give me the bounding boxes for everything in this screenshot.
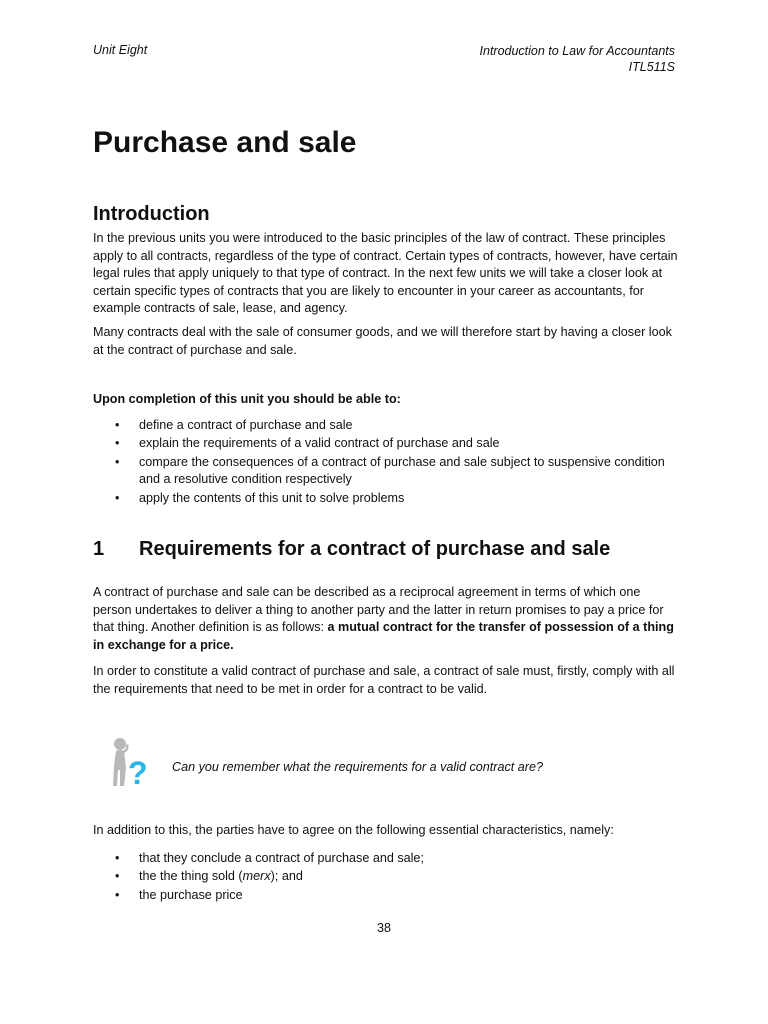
reflection-question: Can you remember what the requirements for a valid contract are?: [172, 760, 543, 774]
intro-heading: Introduction: [93, 203, 210, 225]
characteristic-item: [93, 868, 678, 885]
header-course-info: [480, 43, 675, 75]
objective-item: [93, 435, 678, 452]
objectives-heading: Upon completion of this unit you should be able to:: [93, 392, 401, 406]
objective-item: [93, 454, 678, 489]
definition-bold: a mutual contract for the transfer of possession of a thing in exchange for a price.: [93, 620, 674, 652]
objective-text: compare the consequences of a contract of purchase and sale subject to suspensive condition and a resolutive condition respectively: [139, 454, 665, 487]
section-paragraph-2: In order to constitute a valid contract of purchase and sale, a contract of sale must, firstly, comply with all the requirements that need to be met in order for a contract to be valid.: [93, 664, 675, 696]
thinking-person-icon: [106, 736, 152, 788]
objective-item: [93, 490, 678, 507]
bullet-icon: •: [115, 436, 120, 451]
characteristic-text-end: ); and: [270, 869, 303, 884]
section-number: 1: [93, 538, 105, 560]
characteristics-list: [93, 850, 678, 905]
objective-text: define a contract of purchase and sale: [139, 418, 353, 432]
page-title: Purchase and sale: [93, 126, 357, 159]
objective-text: explain the requirements of a valid contract of purchase and sale: [139, 436, 500, 451]
page-number: 38: [376, 921, 391, 935]
section-title: Requirements for a contract of purchase and sale: [139, 538, 611, 560]
objective-text: apply the contents of this unit to solve problems: [139, 490, 405, 505]
characteristic-text: the purchase price: [139, 887, 243, 902]
question-mark-icon: ?: [128, 755, 148, 788]
person-figure: [113, 738, 129, 786]
characteristic-item: [93, 887, 678, 904]
header-unit: Unit Eight: [93, 43, 148, 57]
bullet-icon: •: [115, 869, 120, 884]
intro-paragraph-1: In the previous units you were introduced to the basic principles of the law of contract. These principles apply to all contracts, regardless of the type of contract. Certain types of contracts, however, have certain legal rules that apply uniquely to that type of contract. In the next few units we will take a closer look at certain specific types of contracts that you are likely to encounter in your career as accountants, for example contracts of sale, lease, and agency.: [93, 231, 678, 316]
objective-item: [93, 417, 678, 434]
bullet-icon: •: [115, 490, 120, 505]
characteristic-text: the the thing sold (: [139, 869, 243, 884]
characteristic-text: that they conclude a contract of purchase and sale;: [139, 851, 424, 865]
intro-paragraph-2: Many contracts deal with the sale of consumer goods, and we will therefore start by having a closer look at the contract of purchase and sale.: [93, 325, 672, 357]
bullet-icon: •: [115, 887, 120, 902]
merx-term: merx: [242, 869, 271, 884]
section-paragraph-3: In addition to this, the parties have to agree on the following essential characteristics, namely:: [93, 823, 614, 837]
bullet-icon: •: [115, 851, 120, 865]
objectives-list: [93, 417, 678, 508]
definition-text: A contract of purchase and sale can be described as a reciprocal agreement in terms of which one person undertakes to deliver a thing to another party and the latter in return promises to pay a price for that thing. Another definition is as follows:: [93, 585, 664, 635]
bullet-icon: •: [115, 418, 120, 432]
header-course-code: ITL511S: [628, 60, 675, 74]
characteristic-item: [93, 850, 678, 867]
section-paragraph-1: [93, 584, 678, 654]
bullet-icon: •: [115, 454, 120, 469]
header-course-title: Introduction to Law for Accountants: [479, 44, 675, 58]
